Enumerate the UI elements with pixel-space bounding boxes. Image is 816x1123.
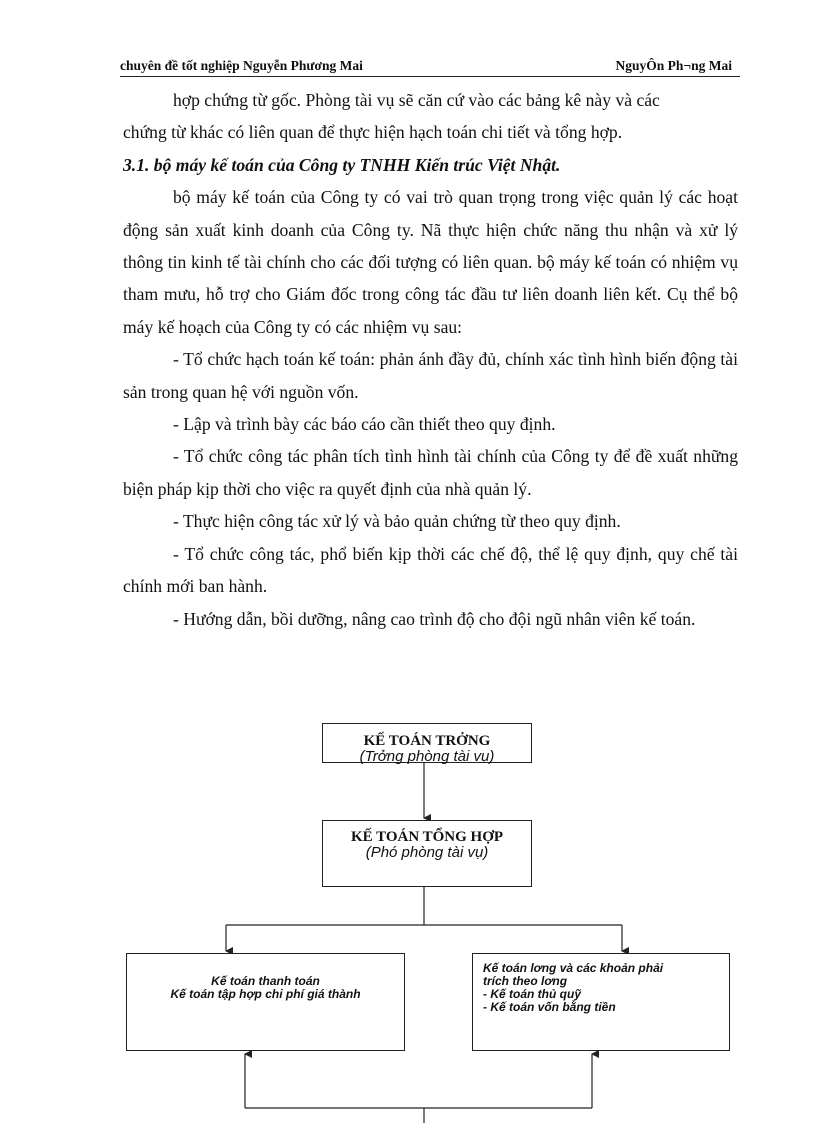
right-box-line-3: - Kế toán thủ quỹ — [483, 987, 581, 1001]
right-box-line-4: - Kế toán vốn bằng tiền — [483, 1000, 616, 1014]
general-accountant-subtitle: (Phó phòng tài vụ) — [365, 844, 489, 861]
chief-accountant-subtitle: (Trởng phòng tài vụ) — [359, 748, 495, 765]
general-accountant-box — [322, 820, 532, 887]
salary-cash-accountant-box — [472, 953, 730, 1051]
bullet-3: - Tổ chức công tác phân tích tình hình tài chính của Công ty để đề xuất những biện pháp kịp thời cho việc ra quyết định của nhà quản lý. — [123, 446, 738, 499]
paragraph-1-line-1: hợp chứng từ gốc. Phòng tài vụ sẽ căn cứ vào các bảng kê này và các — [173, 90, 660, 110]
bullet-2: - Lập và trình bày các báo cáo cần thiết theo quy định. — [173, 414, 556, 435]
left-box-line-1: Kế toán thanh toán — [211, 974, 320, 988]
chief-accountant-box — [322, 723, 532, 763]
bullet-1: - Tổ chức hạch toán kế toán: phản ánh đầy đủ, chính xác tình hình biến động tài sản trong quan hệ với nguồn vốn. — [123, 349, 738, 402]
header-left-text: chuyên đề tốt nghiệp Nguyễn Phương Mai — [120, 58, 363, 73]
bullet-6: - Hướng dẫn, bồi dưỡng, nâng cao trình độ cho đội ngũ nhân viên kế toán. — [173, 608, 696, 629]
paragraph-2: bộ máy kế toán của Công ty có vai trò quan trọng trong việc quản lý các hoạt động sản xuất kinh doanh của Công ty. Nã thực hiện chức năng thu nhận và xử lý thông tin kinh tế tài chính cho các đối tượng có liên quan. bộ máy kế toán có nhiệm vụ tham mưu, hỗ trợ cho Giám đốc trong công tác đầu tư liên doanh liên kết. Cụ thể bộ máy kế hoạch của Công ty có các nhiệm vụ sau: — [123, 187, 738, 337]
right-box-line-1: Kế toán lơng và các khoản phải — [483, 961, 664, 975]
bullet-4: - Thực hiện công tác xử lý và bảo quản chứng từ theo quy định. — [173, 511, 621, 532]
general-accountant-title: KẾ TOÁN TỔNG HỢP — [350, 829, 504, 845]
left-box-line-2: Kế toán tập hợp chi phí giá thành — [170, 987, 361, 1001]
chief-accountant-title: KẾ TOÁN TRỞNG — [363, 733, 491, 749]
right-box-line-2: trích theo lơng — [483, 974, 568, 988]
bullet-5: - Tổ chức công tác, phổ biến kịp thời các chế độ, thể lệ quy định, quy chế tài chính mới ban hành. — [123, 543, 738, 597]
payment-cost-accountant-box — [126, 953, 405, 1051]
section-heading: 3.1. bộ máy kế toán của Công ty TNHH Kiến trúc Việt Nhật. — [123, 154, 561, 175]
paragraph-1-line-2: chứng từ khác có liên quan để thực hiện hạch toán chi tiết và tổng hợp. — [123, 122, 623, 143]
header-right-text: NguyÔn Ph¬ng Mai — [615, 58, 732, 73]
